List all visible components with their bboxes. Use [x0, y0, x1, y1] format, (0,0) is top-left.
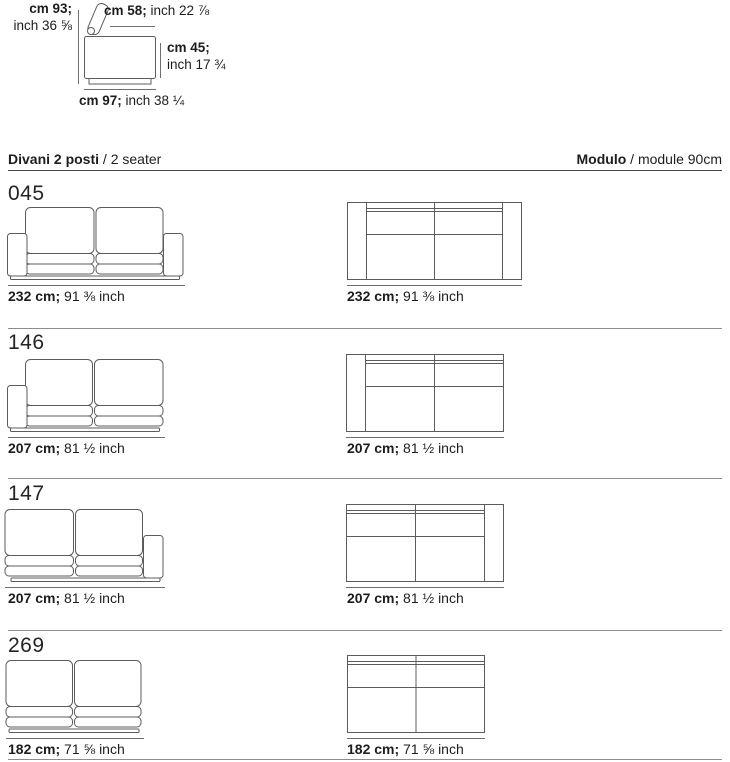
top-width-inch-045: 91 ⅜ inch [399, 288, 464, 304]
top-width-cm-146: 207 cm; [347, 440, 400, 456]
section-title-it: Divani 2 posti [8, 151, 100, 167]
sofa-top-view-146 [346, 354, 504, 432]
model-code-269: 269 [8, 634, 45, 657]
row-separator-3 [8, 630, 722, 631]
module-title-it: Modulo [576, 151, 627, 167]
seat-height-inch: inch 17 ¾ [167, 57, 226, 72]
section-title [8, 151, 161, 167]
sofa-top-view-147 [346, 504, 504, 582]
front-width-label-146 [8, 440, 125, 456]
height-cm: cm 93; [29, 1, 72, 16]
top-width-label-147 [347, 590, 464, 606]
seat-height-cm: cm 45; [167, 40, 210, 55]
top-dim-line-147 [346, 587, 504, 588]
back-depth-cm: cm 58; [104, 3, 147, 18]
front-width-cm-269: 182 cm; [8, 741, 61, 757]
row-separator-2 [8, 478, 722, 479]
module-title [577, 151, 722, 167]
front-width-label-147 [8, 590, 125, 606]
top-width-label-146 [347, 440, 464, 456]
front-dim-line-269 [6, 738, 144, 739]
total-depth-cm: cm 97; [79, 93, 122, 108]
row-separator-1 [8, 328, 722, 329]
sofa-top-view-045 [347, 202, 522, 280]
front-width-inch-146: 81 ½ inch [60, 440, 125, 456]
front-dim-line-045 [8, 285, 185, 286]
total-depth-inch: inch 38 ¼ [121, 93, 185, 108]
top-width-cm-147: 207 cm; [347, 590, 400, 606]
module-title-en: / module 90cm [626, 151, 722, 167]
front-width-cm-045: 232 cm; [8, 288, 61, 304]
top-width-inch-147: 81 ½ inch [399, 590, 464, 606]
front-width-inch-147: 81 ½ inch [60, 590, 125, 606]
top-width-cm-045: 232 cm; [347, 288, 400, 304]
top-width-label-269 [347, 741, 464, 757]
top-width-inch-269: 71 ⅝ inch [399, 741, 464, 757]
front-width-cm-146: 207 cm; [8, 440, 61, 456]
top-width-inch-146: 81 ½ inch [399, 440, 464, 456]
top-width-cm-269: 182 cm; [347, 741, 400, 757]
front-width-label-045 [8, 288, 125, 304]
front-dim-line-147 [5, 587, 165, 588]
total-depth-dimension-label [79, 92, 184, 109]
top-width-label-045 [347, 288, 464, 304]
front-width-inch-269: 71 ⅝ inch [60, 741, 125, 757]
back-depth-inch: inch 22 ⅞ [146, 3, 210, 18]
row-separator-4 [8, 759, 722, 760]
sofa-front-view-045 [7, 206, 184, 280]
sofa-front-view-146 [7, 358, 164, 432]
sofa-front-view-269 [5, 659, 143, 733]
model-code-147: 147 [8, 482, 45, 505]
front-width-inch-045: 91 ⅜ inch [60, 288, 125, 304]
header-rule [8, 170, 722, 171]
front-width-cm-147: 207 cm; [8, 590, 61, 606]
dimensions-side-view [0, 0, 245, 112]
height-dimension-label [0, 0, 72, 34]
section-title-en: / 2 seater [99, 151, 162, 167]
top-dim-line-146 [346, 437, 504, 438]
top-dim-line-045 [347, 285, 522, 286]
height-inch: inch 36 ⅝ [13, 18, 72, 33]
front-dim-line-146 [8, 437, 165, 438]
top-dim-line-269 [347, 738, 485, 739]
sofa-top-view-269 [347, 655, 485, 733]
front-width-label-269 [8, 741, 125, 757]
model-code-045: 045 [8, 182, 45, 205]
seat-height-dimension-label [167, 39, 226, 73]
model-code-146: 146 [8, 331, 45, 354]
back-depth-dimension-label [104, 2, 209, 19]
sofa-front-view-147 [4, 508, 164, 582]
